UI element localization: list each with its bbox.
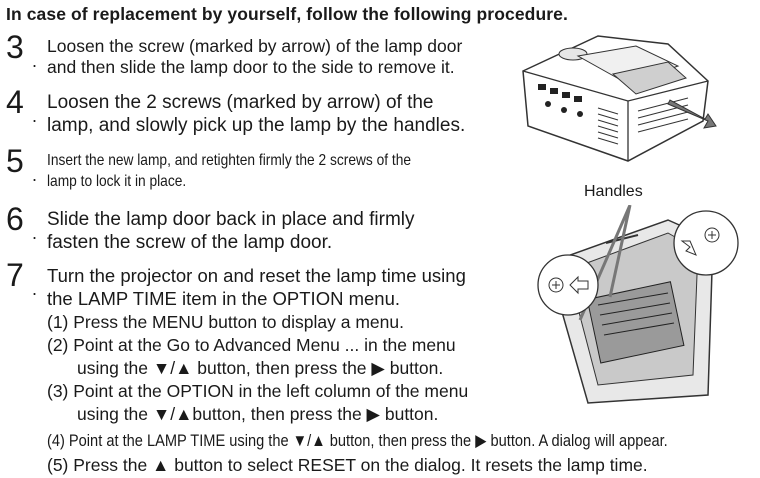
step-number: 5 (6, 143, 24, 179)
substep-3-cont: using the ▼/▲button, then press the ▶ button. (77, 404, 439, 424)
projector-illustration (518, 26, 718, 166)
step-text (47, 36, 462, 78)
step-line: Loosen the screw (marked by arrow) of the lamp door (47, 36, 463, 56)
step-line: Turn the projector on and reset the lamp time using (47, 265, 466, 286)
step-dot: . (32, 165, 38, 185)
step-dot: . (32, 106, 38, 126)
step-line: lamp, and slowly pick up the lamp by the handles. (47, 115, 466, 136)
substep-3: (3) Point at the OPTION in the left column of the menu (47, 381, 469, 401)
step-text (47, 91, 465, 137)
step-number: 4 (6, 84, 24, 120)
substep-1: (1) Press the MENU button to display a menu. (47, 312, 404, 332)
handles-label: Handles (584, 183, 643, 200)
substep-4: (4) Point at the LAMP TIME using the ▼/▲ button, then press the ▶ button. A dialog will appear. (47, 431, 668, 450)
step-dot: . (32, 223, 38, 243)
step-number: 7 (6, 257, 24, 293)
step-line: Insert the new lamp, and retighten firmly the 2 screws of the (47, 152, 412, 169)
step-number: 6 (6, 201, 24, 237)
step-text (47, 208, 415, 254)
step-line: fasten the screw of the lamp door. (47, 232, 333, 253)
step-line: Slide the lamp door back in place and firmly (47, 209, 415, 230)
substep-2: (2) Point at the Go to Advanced Menu ... in the menu (47, 335, 456, 355)
step-line: the LAMP TIME item in the OPTION menu. (47, 288, 400, 309)
step-number: 3 (6, 29, 24, 65)
substep-2-cont: using the ▼/▲ button, then press the ▶ button. (77, 358, 444, 378)
step-text (47, 150, 411, 192)
step-text (47, 264, 466, 310)
lamp-compartment-illustration (518, 205, 758, 410)
page-heading: In case of replacement by yourself, follow the following procedure. (6, 4, 568, 24)
step-line: Loosen the 2 screws (marked by arrow) of the (47, 92, 434, 113)
step-line: lamp to lock it in place. (47, 173, 187, 190)
step-dot: . (32, 51, 38, 71)
substep-5: (5) Press the ▲ button to select RESET on the dialog. It resets the lamp time. (47, 455, 648, 475)
step-line: and then slide the lamp door to the side to remove it. (47, 57, 455, 77)
step-dot: . (32, 279, 38, 299)
